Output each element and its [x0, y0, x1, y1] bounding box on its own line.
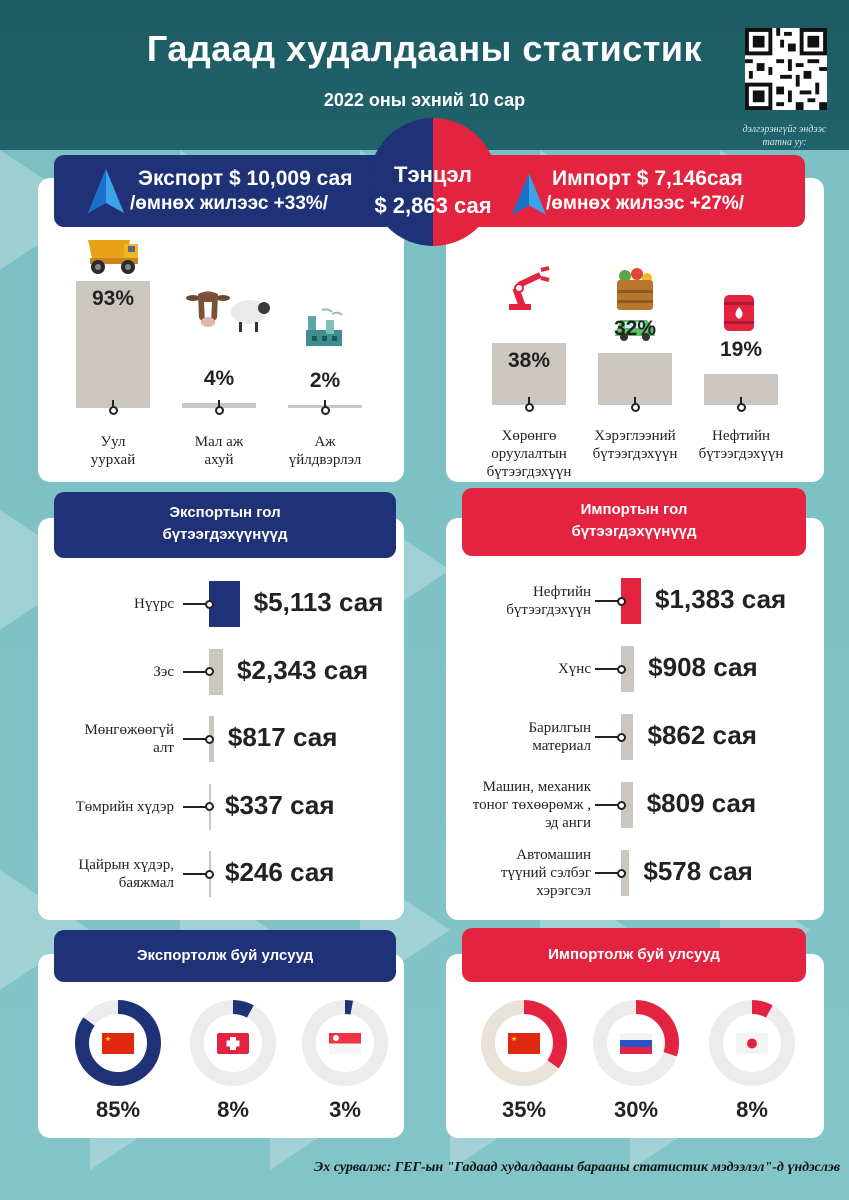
china-flag-icon — [508, 1033, 540, 1054]
factory-icon — [302, 308, 346, 348]
switzerland-flag-icon — [217, 1033, 249, 1054]
product-label: Төмрийн хүдэр — [75, 798, 174, 815]
russia-flag-icon — [620, 1033, 652, 1054]
sector-percent: 19% — [719, 338, 763, 362]
product-amount: $1,383 сая — [655, 584, 787, 614]
source-footnote: Эх сурвалж: ГЕГ-ын "Гадаад худалдааны барааны статистик мэдээлэл"-д үндэслэв — [314, 1160, 840, 1175]
country-donut — [72, 997, 164, 1089]
export-banner — [54, 155, 394, 227]
product-label: Цайрын хүдэр, баяжмал — [78, 857, 174, 891]
pin-marker — [617, 801, 626, 810]
product-label: Мөнгөжөөгүй алт — [84, 722, 174, 756]
balance-value: $ 2,863 сая — [374, 193, 492, 218]
pin-marker — [617, 869, 626, 878]
sector-percent: 38% — [507, 349, 551, 373]
sector-percent: 93% — [91, 286, 135, 310]
country-donut — [187, 997, 279, 1089]
page-subtitle: 2022 оны эхний 10 сар — [323, 90, 526, 110]
pin-marker — [617, 665, 626, 674]
sector-percent: 4% — [203, 366, 235, 390]
product-amount: $809 сая — [646, 788, 757, 818]
pin-marker — [617, 733, 626, 742]
pin-marker — [631, 403, 640, 412]
product-amount: $817 сая — [227, 722, 338, 752]
oil-barrel-icon — [722, 293, 756, 333]
country-percent: 8% — [217, 1097, 249, 1122]
product-label: Барилгын материал — [528, 720, 591, 754]
product-label: Машин, механик тоног төхөөрөмж , эд анги — [472, 779, 591, 831]
page-title: Гадаад худалдааны статистик — [146, 28, 703, 69]
pin-marker — [525, 403, 534, 412]
sector-label: Уул уурхай — [90, 434, 136, 468]
product-label: Зэс — [153, 663, 174, 680]
country-donut — [590, 997, 682, 1089]
product-amount: $5,113 сая — [253, 587, 384, 617]
product-amount: $337 сая — [225, 789, 335, 820]
up-arrow-icon — [512, 173, 546, 215]
product-amount: $246 сая — [225, 857, 335, 887]
product-label: Нүүрс — [134, 596, 174, 612]
import-growth: /өмнөх жилээс +27%/ — [546, 193, 745, 214]
mining-truck-icon — [84, 236, 142, 276]
pin-marker — [737, 403, 746, 412]
country-donut — [478, 997, 570, 1089]
export-countries-title: Экспортолж буй улсууд — [54, 930, 396, 982]
country-percent: 3% — [329, 1097, 361, 1122]
balance-label: Тэнцэл — [394, 162, 472, 187]
pin-marker — [215, 406, 224, 415]
pin-marker — [617, 597, 626, 606]
country-percent: 30% — [613, 1097, 659, 1122]
product-label: Нефтийн бүтээгдэхүүн — [506, 584, 591, 618]
sector-label: Хөрөнгө оруулалтын бүтээгдэхүүн — [486, 428, 572, 480]
pin-marker — [205, 600, 214, 609]
pin-marker — [205, 802, 214, 811]
country-donut — [299, 997, 391, 1089]
china-flag-icon — [102, 1033, 134, 1054]
product-amount: $2,343 сая — [237, 654, 369, 685]
product-amount: $908 сая — [648, 652, 758, 682]
import-banner — [460, 155, 805, 227]
livestock-icon — [185, 290, 271, 336]
pin-marker — [205, 870, 214, 879]
sector-percent: 2% — [309, 369, 341, 392]
sector-label: Нефтийн бүтээгдэхүүн — [698, 428, 784, 462]
japan-flag-icon — [736, 1033, 768, 1054]
export-total: Экспорт $ 10,009 сая — [138, 167, 353, 190]
product-label: Автомашин түүний сэлбэг хэрэгсэл — [500, 847, 591, 899]
export-growth: /өмнөх жилээс +33%/ — [130, 193, 329, 214]
product-amount: $862 сая — [647, 720, 757, 750]
pin-marker — [205, 735, 214, 744]
country-percent: 85% — [95, 1097, 141, 1122]
country-percent: 8% — [736, 1097, 768, 1122]
import-products-title: Импортын гол бүтээгдэхүүнүүд — [462, 488, 806, 556]
pin-marker — [205, 667, 214, 676]
qr-code-icon[interactable] — [745, 28, 827, 110]
singapore-flag-icon — [329, 1033, 361, 1054]
sector-label: Мал аж ахуй — [194, 434, 244, 468]
product-label: Хүнс — [557, 661, 591, 677]
pin-marker — [109, 406, 118, 415]
qr-caption: дэлгэрэнгүйг эндээс татна уу: — [742, 124, 827, 148]
product-amount: $578 сая — [643, 856, 753, 886]
export-products-title: Экспортын гол бүтээгдэхүүнүүд — [54, 492, 396, 558]
import-total: Импорт $ 7,146сая — [552, 167, 743, 190]
country-donut — [706, 997, 798, 1089]
sector-percent: 32% — [613, 316, 657, 340]
pin-marker — [321, 406, 330, 415]
sector-label: Хэрэглээний бүтээгдэхүүн — [592, 428, 678, 462]
sector-label: Аж үйлдвэрлэл — [288, 434, 362, 468]
up-arrow-icon — [88, 169, 124, 213]
import-countries-title: Импортолж буй улсууд — [462, 928, 806, 982]
country-percent: 35% — [501, 1097, 547, 1122]
robot-arm-icon — [505, 266, 553, 312]
